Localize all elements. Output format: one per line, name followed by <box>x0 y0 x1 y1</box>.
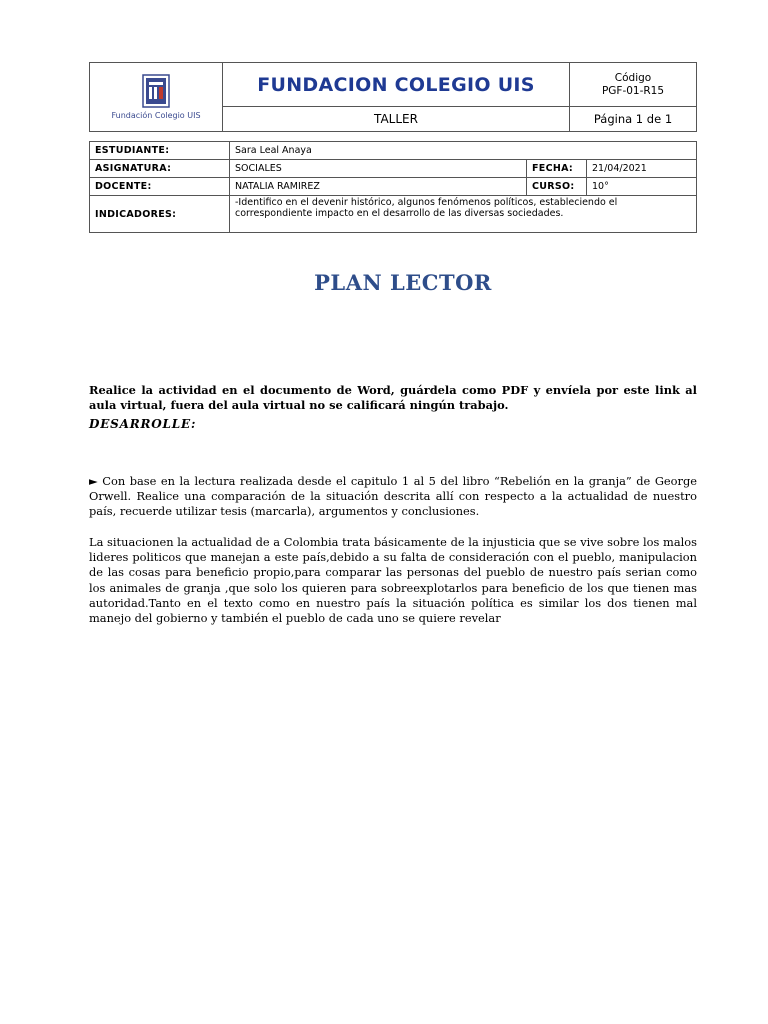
teacher-label: DOCENTE: <box>90 178 230 196</box>
document-header <box>89 62 697 132</box>
answer-text: La situacionen la actualidad de a Colombia trata básicamente de la injusticia que se vive sobre los malos lideres politicos que manejan a este país,debido a su falta de consideración con el pueblo, manipulacion de las cosas para beneficio propio,para comparar las personas del pueblo de nuestro país serian como los animales de granja ,que solo los quieren para sobreexplotarlos para beneficio de los que tienen mas autoridad.Tanto en el texto como en nuestro país la situación política es similar los dos tienen mal manejo del gobierno y también el pueblo de cada uno se quiere revelar <box>89 535 697 626</box>
date-label: FECHA: <box>527 160 587 178</box>
course-value: 10° <box>587 178 697 196</box>
table-row <box>90 178 697 196</box>
document-type: TALLER <box>223 107 570 132</box>
date-value: 21/04/2021 <box>587 160 697 178</box>
institution-name: FUNDACION COLEGIO UIS <box>223 63 570 107</box>
subject-value: SOCIALES <box>230 160 527 178</box>
code-label: Código <box>614 71 652 84</box>
task-text: ► Con base en la lectura realizada desde el capitulo 1 al 5 del libro “Rebelión en la granja” de George Orwell. Realice una comparación de la situación descrita allí con respecto a la actualidad de nuestro país, recuerde utilizar tesis (marcarla), argumentos y conclusiones. <box>89 474 697 519</box>
student-info-table <box>89 141 697 233</box>
document-code <box>570 63 697 107</box>
indicators-label: INDICADORES: <box>90 196 230 233</box>
instruction-text: Realice la actividad en el documento de Word, guárdela como PDF y envíela por este link al aula virtual, fuera del aula virtual no se calificará ningún trabajo. <box>89 383 697 413</box>
logo-caption: Fundación Colegio UIS <box>111 111 201 120</box>
code-value: PGF-01-R15 <box>601 84 665 97</box>
logo-cell <box>90 63 223 132</box>
student-value: Sara Leal Anaya <box>230 142 697 160</box>
student-label: ESTUDIANTE: <box>90 142 230 160</box>
teacher-value: NATALIA RAMIREZ <box>230 178 527 196</box>
subject-label: ASIGNATURA: <box>90 160 230 178</box>
course-label: CURSO: <box>527 178 587 196</box>
school-logo-icon <box>142 74 170 108</box>
table-row <box>90 160 697 178</box>
table-row <box>90 196 697 233</box>
page-number: Página 1 de 1 <box>570 107 697 132</box>
section-heading: DESARROLLE: <box>89 417 197 431</box>
page-title: PLAN LECTOR <box>314 270 492 295</box>
table-row <box>90 142 697 160</box>
indicators-value: -Identifico en el devenir histórico, algunos fenómenos políticos, estableciendo el correspondiente impacto en el desarrollo de las diversas sociedades. <box>230 196 697 233</box>
